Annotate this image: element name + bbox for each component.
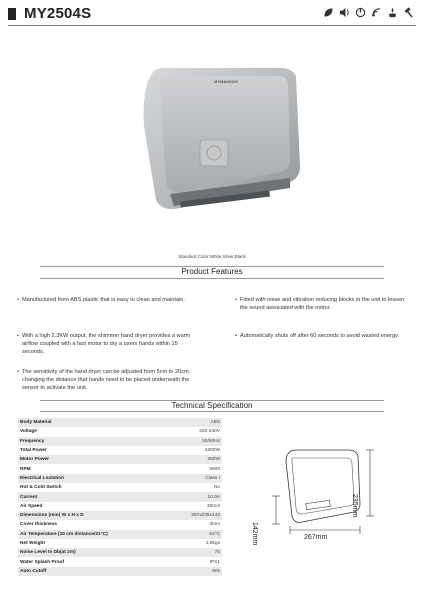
spec-row bbox=[18, 557, 222, 566]
spec-row bbox=[18, 548, 222, 557]
spec-value: 60s bbox=[168, 567, 222, 576]
spec-label: Noise Level In Db(at 2m) bbox=[18, 548, 168, 557]
model-title: MY2504S bbox=[24, 5, 92, 22]
spec-row bbox=[18, 567, 222, 576]
spec-label: Frequency bbox=[18, 437, 168, 446]
spec-label: Net Weight bbox=[20, 541, 45, 546]
feature-item: • Automatically shuts off after 60 seconds to avoid wasted energy. bbox=[240, 332, 410, 340]
spec-value: No bbox=[213, 485, 220, 491]
spec-value: 3mm bbox=[209, 522, 220, 528]
spec-label: Hot & Cold Switch bbox=[20, 485, 62, 491]
spec-value: 2.8kgs bbox=[205, 541, 220, 546]
spec-rule-bottom bbox=[40, 411, 384, 412]
power-icon bbox=[355, 7, 366, 18]
spec-row bbox=[18, 539, 222, 548]
spec-value: 2300W bbox=[204, 448, 220, 454]
spec-value: 54°C bbox=[168, 530, 222, 539]
spec-value: 6500 bbox=[209, 466, 220, 472]
width-dimension: 267mm bbox=[304, 534, 328, 541]
spec-label: Motor Power bbox=[18, 455, 168, 464]
brand-logo-text: MYMAHSOH bbox=[214, 79, 238, 84]
spec-value: 75 bbox=[168, 548, 222, 557]
spec-row bbox=[18, 520, 222, 529]
spec-row bbox=[18, 511, 222, 520]
spec-label: RPM bbox=[20, 466, 31, 472]
spec-row bbox=[18, 474, 222, 483]
spec-row bbox=[18, 464, 222, 473]
feature-item: • The sensitivity of the hand dryer can be adjusted from 5cm to 20cm, changing the distance that hands need to be placed underneath the sensor to activate the unit. bbox=[22, 368, 192, 392]
spec-label: Body Material bbox=[18, 418, 168, 427]
depth-dimension: 142mm bbox=[251, 522, 258, 546]
signal-icon bbox=[371, 7, 382, 18]
spec-label: Auto Cutoff bbox=[18, 567, 168, 576]
model-marker bbox=[8, 8, 16, 20]
spec-value: 10.0A bbox=[168, 492, 222, 501]
spec-value: 350W bbox=[168, 455, 222, 464]
spec-row bbox=[18, 455, 222, 464]
spec-row bbox=[18, 502, 222, 511]
spec-label: Air Speed bbox=[20, 503, 43, 509]
features-heading: Product Features bbox=[181, 267, 243, 276]
spec-label: Cover thickness bbox=[20, 522, 58, 528]
spec-label: Electrical Lsolation bbox=[18, 474, 168, 483]
spec-row bbox=[18, 418, 222, 427]
spec-label: Total Power bbox=[20, 448, 47, 454]
spec-row bbox=[18, 446, 222, 455]
spec-value: 220-240V bbox=[199, 429, 220, 435]
spec-heading: Technical Specification bbox=[171, 401, 253, 410]
spec-row bbox=[18, 483, 222, 492]
spec-table bbox=[18, 418, 222, 576]
header-rule bbox=[8, 25, 416, 26]
spec-value: 50/60Hz bbox=[168, 437, 222, 446]
spec-label: Dimensions (mm) W x H x D bbox=[18, 511, 168, 520]
feature-item: • With a high 2.3KW output, the shimmer hand dryer provides a warm airflow coupled with a fast motor to dry a users hands within 15 seconds. bbox=[22, 332, 192, 356]
volume-icon bbox=[339, 7, 350, 18]
spec-value: Class I bbox=[168, 474, 222, 483]
spec-label: Air Temperature (10 cm distance/21°C) bbox=[18, 530, 168, 539]
hand-dryer-image bbox=[140, 66, 302, 216]
spec-label: Voltage bbox=[20, 429, 37, 435]
leaf-icon bbox=[323, 7, 334, 18]
spec-row bbox=[18, 427, 222, 436]
spec-value: IPX1 bbox=[209, 559, 220, 565]
feature-item: • Fitted with noise and vibration reducing blocks in the unit to lessen the sound associated with the motor. bbox=[240, 296, 410, 312]
spec-value: 267x235x142 bbox=[168, 511, 222, 520]
feature-item: • Manufactured from ABS plastic that is easy to clean and maintain. bbox=[22, 296, 192, 304]
spec-value: ABS bbox=[168, 418, 222, 427]
hammer-icon bbox=[403, 7, 414, 18]
spec-row bbox=[18, 492, 222, 501]
spec-row bbox=[18, 530, 222, 539]
hand-wash-icon bbox=[387, 7, 398, 18]
height-dimension: 235mm bbox=[351, 494, 358, 518]
feature-icons bbox=[323, 7, 414, 18]
spec-row bbox=[18, 437, 222, 446]
color-caption: Standard Color:White,Silver,Black bbox=[178, 254, 246, 259]
features-rule-bottom bbox=[40, 278, 384, 279]
spec-label: Water Splash Proof bbox=[20, 559, 65, 565]
header-bar bbox=[0, 0, 424, 38]
spec-value: 30m/s bbox=[206, 503, 220, 509]
spec-label: Current bbox=[18, 492, 168, 501]
